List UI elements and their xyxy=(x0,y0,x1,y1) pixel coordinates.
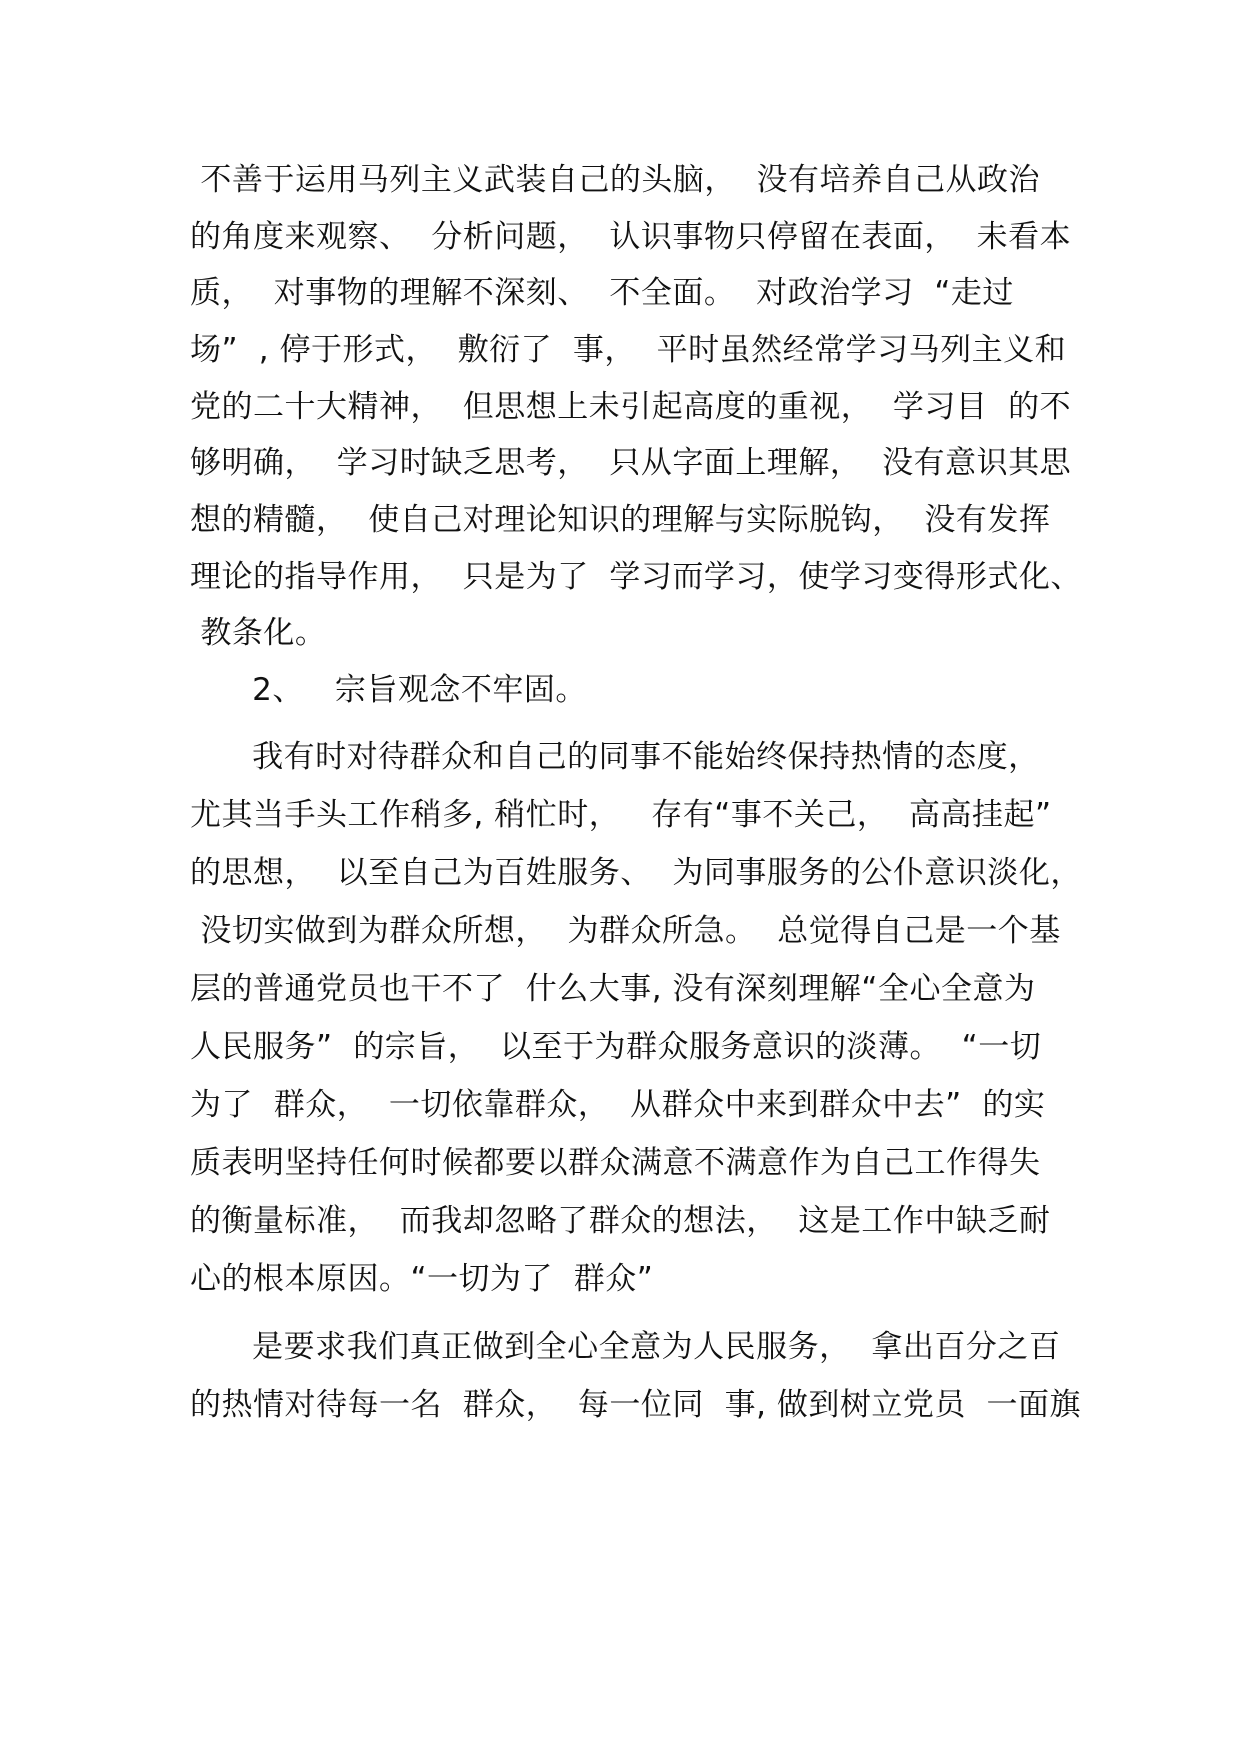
text-line: 人民服务” 的宗旨， 以至于为群众服务意识的淡薄。 “一切 xyxy=(190,1029,1042,1065)
text-line: 场” , 停于形式， 敷衍了 事， 平时虽然经常学习马列主义和 xyxy=(190,332,1067,368)
text-line: 不善于运用马列主义武装自己的头脑， 没有培养自己从政治 xyxy=(190,162,1041,198)
text-line: 的热情对待每一名 群众， 每一位同 事, 做到树立党员 一面旗 xyxy=(190,1387,1082,1423)
text-line: 我有时对待群众和自己的同事不能始终保持热情的态度， xyxy=(190,739,1040,775)
text-line: 党的二十大精神， 但思想上未引起高度的重视， 学习目 的不 xyxy=(190,389,1072,425)
text-line: 质表明坚持任何时候都要以群众满意不满意作为自己工作得失 xyxy=(190,1145,1041,1181)
text-line: 的衡量标准， 而我却忽略了群众的想法， 这是工作中缺乏耐 xyxy=(190,1203,1051,1239)
text-line: 想的精髓， 使自己对理论知识的理解与实际脱钩， 没有发挥 xyxy=(190,502,1051,538)
text-line: 没切实做到为群众所想， 为群众所急。 总觉得自己是一个基 xyxy=(190,913,1061,949)
section-heading: 2、 宗旨观念不牢固。 xyxy=(190,672,587,708)
text-line: 够明确， 学习时缺乏思考， 只从字面上理解， 没有意识其思 xyxy=(190,445,1072,481)
text-line: 尤其当手头工作稍多, 稍忙时， 存有“事不关己， 高高挂起” xyxy=(190,797,1052,833)
text-line: 质， 对事物的理解不深刻、 不全面。 对政治学习 “走过 xyxy=(190,275,1014,311)
text-line: 教条化。 xyxy=(190,615,327,651)
text-line: 是要求我们真正做到全心全意为人民服务， 拿出百分之百 xyxy=(190,1329,1061,1365)
text-line: 的角度来观察、 分析问题， 认识事物只停留在表面， 未看本 xyxy=(190,219,1072,255)
text-line: 心的根本原因。“一切为了 群众” xyxy=(190,1261,654,1297)
text-line: 理论的指导作用， 只是为了 学习而学习，使学习变得形式化、 xyxy=(190,559,1082,595)
text-line: 层的普通党员也干不了 什么大事, 没有深刻理解“全心全意为 xyxy=(190,971,1036,1007)
text-line: 为了 群众， 一切依靠群众， 从群众中来到群众中去” 的实 xyxy=(190,1087,1046,1123)
text-line: 的思想， 以至自己为百姓服务、 为同事服务的公仆意识淡化， xyxy=(190,855,1082,891)
